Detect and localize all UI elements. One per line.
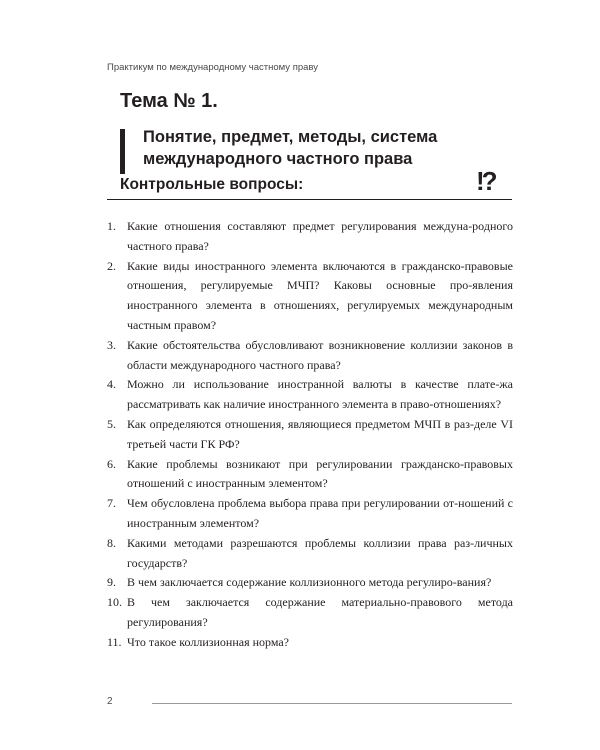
item-text: Какие обстоятельства обусловливают возникновение коллизии законов в области международного частного права? [127, 337, 513, 372]
item-number: 8. [107, 535, 116, 550]
list-item [107, 494, 513, 534]
item-text: Какие отношения составляют предмет регулирования междуна-родного частного права? [127, 219, 513, 253]
item-number: 6. [107, 456, 116, 471]
list-item [107, 534, 513, 574]
item-text: Можно ли использование иностранной валюты в качестве плате-жа рассматривать как наличие иностранного элемента в право-отношениях? [127, 377, 513, 412]
item-number: 10. [107, 595, 122, 610]
item-number: 3. [107, 337, 116, 352]
heading-divider [107, 199, 512, 200]
item-number: 1. [107, 219, 116, 233]
footer-divider [152, 703, 512, 704]
item-text: Какие виды иностранного элемента включаются в гражданско-правовые отношения, регулируемые МЧП? Каковы основные про-явления иностранного элемента в отношениях, регулируемых международным частным правом? [127, 258, 513, 332]
list-item [107, 593, 513, 633]
item-number: 2. [107, 258, 116, 273]
page-number: 2 [107, 696, 113, 707]
item-number: 5. [107, 416, 116, 431]
item-text: Что такое коллизионная норма? [127, 634, 290, 649]
item-number: 11. [107, 634, 122, 649]
list-item [107, 415, 513, 455]
running-header: Практикум по международному частному праву [107, 62, 318, 73]
list-item [107, 375, 513, 415]
chapter-title-line: Понятие, предмет, методы, система [143, 128, 438, 146]
topic-label: Тема № 1. [120, 90, 218, 112]
exclamation-question-icon: !? [476, 166, 495, 196]
chapter-title-line: международного частного права [143, 150, 413, 168]
list-item [107, 336, 513, 376]
item-text: В чем заключается содержание материально-правового метода регулирования? [127, 595, 513, 629]
section-heading: Контрольные вопросы: [120, 176, 304, 193]
item-text: Как определяются отношения, являющиеся предметом МЧП в раз-деле VI третьей части ГК РФ? [127, 416, 513, 451]
item-number: 9. [107, 575, 116, 590]
chapter-title [143, 126, 503, 170]
list-item [107, 217, 513, 257]
list-item [107, 573, 513, 593]
item-text: Какими методами разрешаются проблемы коллизии права раз-личных государств? [127, 535, 513, 570]
list-item [107, 257, 513, 336]
question-list [107, 217, 513, 653]
item-text: Какие проблемы возникают при регулировании гражданско-правовых отношений с иностранным элементом? [127, 456, 513, 491]
chapter-accent-bar [120, 129, 125, 174]
list-item [107, 633, 513, 653]
item-text: В чем заключается содержание коллизионного метода регулиро-вания? [127, 575, 492, 590]
item-number: 4. [107, 377, 116, 392]
list-item [107, 455, 513, 495]
item-text: Чем обусловлена проблема выбора права при регулировании от-ношений с иностранным элементом? [127, 496, 513, 530]
item-number: 7. [107, 496, 116, 511]
